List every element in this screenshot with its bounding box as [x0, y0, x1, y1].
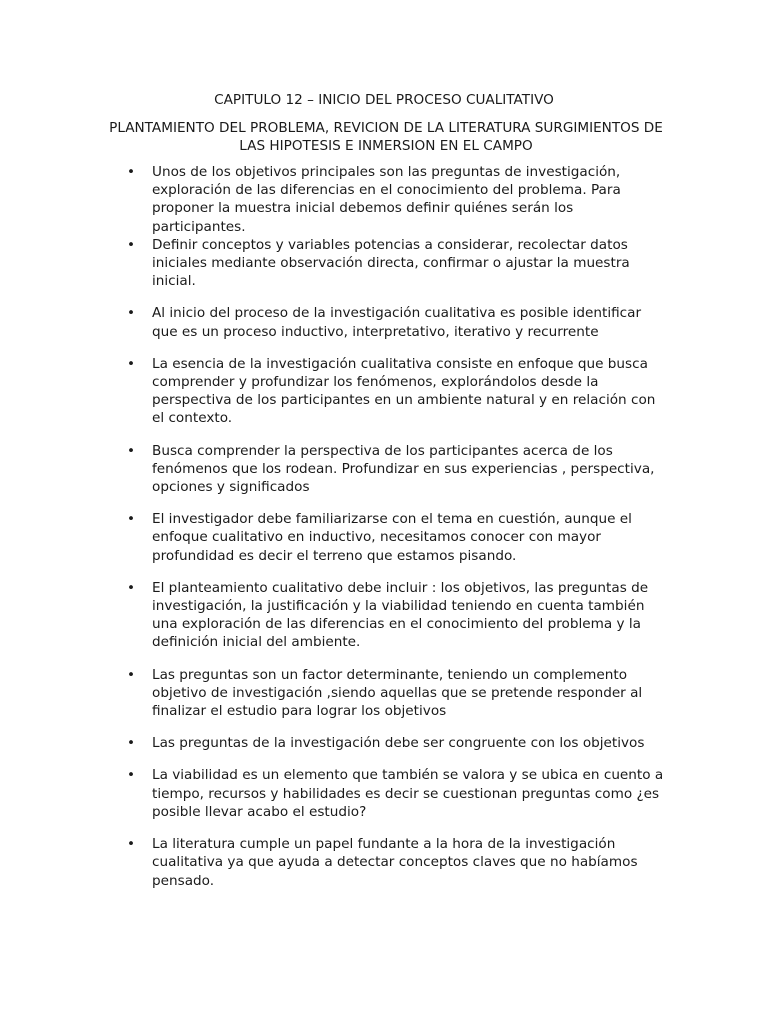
- list-item-text: La esencia de la investigación cualitativa consiste en enfoque que busca comprender y profundizar los fenómenos, explorándolos desde la perspectiva de los participantes en un ambiente natural y en relación con el contexto.: [152, 355, 656, 427]
- list-item: [0, 355, 768, 428]
- bullet-icon: •: [127, 442, 136, 459]
- list-item-text: Al inicio del proceso de la investigación cualitativa es posible identificar que es un proceso inductivo, interpretativo, iterativo y recurrente: [152, 305, 642, 340]
- bullet-icon: •: [127, 666, 136, 683]
- list-item-text: Las preguntas de la investigación debe ser congruente con los objetivos: [152, 735, 645, 752]
- bullet-icon: •: [127, 735, 136, 752]
- bullet-list: [0, 163, 768, 890]
- bullet-icon: •: [127, 767, 136, 784]
- bullet-icon: •: [127, 355, 136, 372]
- bullet-icon: •: [127, 236, 136, 253]
- section-title: PLANTAMIENTO DEL PROBLEMA, REVICION DE LA LITERATURA SURGIMIENTOS DE LAS HIPOTESIS E INMERSION EN EL CAMPO: [109, 120, 663, 154]
- list-item: [0, 304, 768, 340]
- list-item-text: La viabilidad es un elemento que también se valora y se ubica en cuento a tiempo, recursos y habilidades es decir se cuestionan preguntas como ¿es posible llevar acabo el estudio?: [152, 767, 664, 820]
- list-item: [0, 163, 768, 236]
- list-item-text: Busca comprender la perspectiva de los participantes acerca de los fenómenos que los rodean. Profundizar en sus experiencias , perspectiva, opciones y significados: [152, 442, 655, 496]
- list-item-text: El investigador debe familiarizarse con el tema en cuestión, aunque el enfoque cualitativo en inductivo, necesitamos conocer con mayor profundidad es decir el terreno que estamos pisando.: [152, 511, 632, 564]
- list-item-text: El planteamiento cualitativo debe incluir : los objetivos, las preguntas de investigación, la justificación y la viabilidad teniendo en cuenta también una exploración de las diferencias en el conocimiento del problema y la definición inicial del ambiente.: [152, 579, 649, 651]
- bullet-icon: •: [127, 836, 136, 853]
- chapter-title: CAPITULO 12 – INICIO DEL PROCESO CUALITATIVO: [214, 92, 554, 108]
- bullet-icon: •: [127, 305, 136, 322]
- list-item-text: Definir conceptos y variables potencias a considerar, recolectar datos iniciales mediante observación directa, confirmar o ajustar la muestra inicial.: [152, 236, 630, 290]
- list-item-text: La literatura cumple un papel fundante a la hora de la investigación cualitativa ya que ayuda a detectar conceptos claves que no habíamos pensado.: [152, 836, 638, 889]
- bullet-icon: •: [127, 164, 136, 180]
- bullet-icon: •: [127, 579, 136, 596]
- list-item-text: Unos de los objetivos principales son las preguntas de investigación, exploración de las diferencias en el conocimiento del problema. Para proponer la muestra inicial debemos definir quiénes serán los participantes.: [152, 164, 621, 235]
- list-item: [0, 579, 768, 652]
- list-item: [0, 666, 768, 721]
- list-item: [0, 734, 768, 752]
- list-item: [0, 236, 768, 291]
- list-item: [0, 510, 768, 565]
- list-item: [0, 766, 768, 821]
- list-item-text: Las preguntas son un factor determinante, teniendo un complemento objetivo de investigación ,siendo aquellas que se pretende responder al finalizar el estudio para lograr los objetivos: [152, 666, 643, 720]
- bullet-icon: •: [127, 511, 136, 528]
- list-item: [0, 442, 768, 497]
- list-item: [0, 835, 768, 890]
